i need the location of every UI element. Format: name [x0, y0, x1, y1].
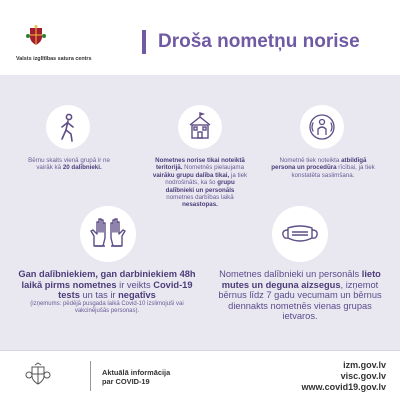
group-size-text: Bērnu skaits vienā grupā ir ne vairāk kā 20 dalībnieki.	[28, 157, 110, 172]
org-logo	[16, 24, 96, 62]
coat-of-arms-icon	[24, 24, 48, 48]
responsible-text: Nometnē tiek noteikta atbildīgā persona un procedūra rīcībai, ja tiek konstatēta saslimšana.	[271, 157, 375, 179]
masks-icon-circle	[272, 206, 328, 262]
responsible-icon-circle	[300, 105, 344, 149]
face-mask-icon	[272, 206, 328, 262]
page-title: Droša nometņu norise	[158, 31, 360, 52]
link-visc[interactable]: visc.gov.lv	[340, 371, 386, 381]
territory-text: Nometnes norise tikai noteiktā teritorijā. Nometnēs pielaujama vairāku grupu dalība tikai, ja tiek nodrošināts, ka šo grupu dalībnieki un personāls nometnes darbības laikā nesastopas.	[152, 157, 248, 209]
footer-divider	[90, 361, 91, 391]
link-covid19[interactable]: www.covid19.gov.lv	[301, 382, 386, 392]
gloves-icon	[80, 206, 136, 262]
territory-icon-circle	[178, 105, 222, 149]
walking-person-icon	[46, 105, 90, 149]
title-accent-bar	[142, 30, 146, 54]
link-izm[interactable]: izm.gov.lv	[343, 360, 386, 370]
footer-info-line1: Aktuālā informācija	[102, 368, 171, 377]
content-panel	[0, 75, 400, 350]
testing-note: (izņemums: pēdējā pusgada laikā Covid-10 izslimojuši vai vakcinējušās personas).	[30, 300, 184, 314]
testing-icon-circle	[80, 206, 136, 262]
header	[0, 0, 400, 75]
latvia-coat-of-arms-icon	[24, 361, 52, 389]
group-size-icon-circle	[46, 105, 90, 149]
footer	[0, 350, 400, 401]
org-name: Valsts izglītības satura centrs	[16, 56, 92, 62]
footer-info	[102, 368, 170, 386]
footer-links	[301, 360, 386, 393]
masks-text: Nometnes dalībnieki un personāls lieto mutes un deguna aizsegus, izņemot bērnus līdz 7 gadu vecumam un bērnus diennakts nometnēs vienas grupas ietvaros.	[218, 269, 382, 322]
testing-text: Gan dalībniekiem, gan darbiniekiem 48h laikā pirms nometnes ir veikts Covid-19 tests un tas ir negatīvs (izņemums: pēdējā pusgada laikā Covid-10 izslimojuši vai vakcinējušās personas).	[14, 269, 200, 315]
school-building-icon	[178, 105, 222, 149]
footer-info-line2: par COVID-19	[102, 377, 150, 386]
person-in-circle-icon	[300, 105, 344, 149]
